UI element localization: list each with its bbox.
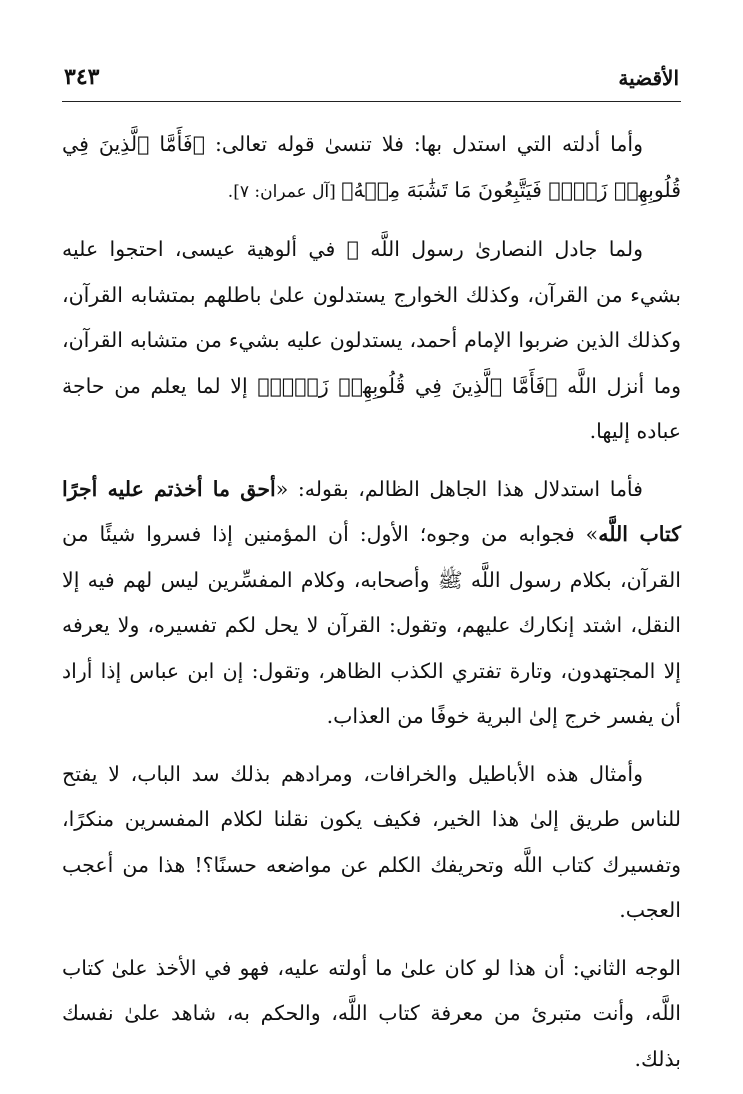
paragraph-2-text-b: إلا لما يعلم من حاجة عباده إليها. (62, 373, 681, 443)
verse-reference-1: [آل عمران: ٧]. (227, 181, 342, 202)
paragraph-5: الوجه الثاني: أن هذا لو كان علىٰ ما أولته عليه، فهو في الأخذ علىٰ كتاب اللَّه، وأنت متبرئ من معرفة كتاب اللَّه، والحكم به، شاهد علىٰ نفسك بذلك. (62, 955, 681, 1071)
paragraph-3 (62, 467, 681, 740)
quran-verse-1: ﴿فَأَمَّا ٱلَّذِينَ فِي قُلُوبِهِمۡ زَيۡغٞ فَيَتَّبِعُونَ مَا تَشَٰبَهَ مِنۡهُ﴾ (62, 132, 681, 202)
paragraph-4: وأمثال هذه الأباطيل والخرافات، ومرادهم بذلك سد الباب، لا يفتح للناس طريق إلىٰ هذا الخير، فكيف يكون نقلنا لكلام المفسرين منكرًا، وتفسيرك كتاب اللَّه وتحريفك الكلم عن مواضعه حسنًا؟! هذا من أعجب العجب. (62, 761, 681, 922)
page-body (62, 122, 681, 1094)
quoted-hadith: أحق ما أخذتم عليه أجرًا كتاب اللَّه (62, 476, 681, 546)
quran-verse-2: ﴿فَأَمَّا ٱلَّذِينَ فِي قُلُوبِهِمۡ زَيۡغٞ﴾ (257, 373, 558, 398)
paragraph-1 (62, 122, 681, 215)
running-header (62, 62, 681, 96)
paragraph-2 (62, 227, 681, 455)
paragraph-1-text: وأما أدلته التي استدل بها: فلا تنسىٰ قوله تعالى: (205, 132, 643, 156)
paragraph-2-text-a: ولما جادل النصارىٰ رسول اللَّه ﷺ في ألوهية عيسى، احتجوا عليه بشيء من القرآن، وكذلك الخوارج يستدلون علىٰ باطلهم بمتشابه القرآن، وكذلك الذين ضربوا الإمام أحمد، يستدلون عليه بشيء من متشابه القرآن، وما أنزل اللَّه (62, 237, 681, 398)
chapter-title: الأقضية (618, 66, 679, 90)
header-divider (62, 101, 681, 102)
paragraph-3-text-a: فأما استدلال هذا الجاهل الظالم، بقوله: « (275, 476, 643, 501)
paragraph-3-text-b: » فجوابه من وجوه؛ الأول: أن المؤمنين إذا فسروا شيئًا من القرآن، بكلام رسول اللَّه ﷺ وأصحابه، وكلام المفسِّرين ليس لهم فيه إلا النقل، اشتد إنكارك عليهم، وتقول: القرآن لا يحل لكم تفسيره، ولا يعرفه إلا المجتهدون، وتارة تفتري الكذب الظاهر، وتقول: إن ابن عباس إذا أراد أن يفسر خرج إلىٰ البرية خوفًا من العذاب. (62, 522, 681, 728)
page-number: ٣٤٣ (64, 64, 100, 90)
